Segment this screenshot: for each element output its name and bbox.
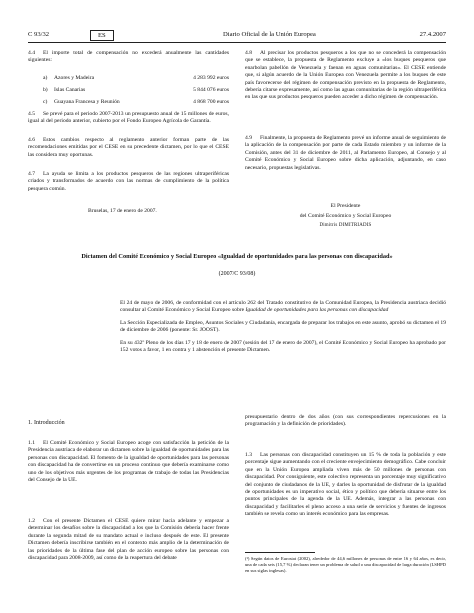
publication-date: 27.4.2007 <box>419 31 446 38</box>
opinion-reference: (2007/C 93/08) <box>218 271 256 278</box>
list-item: c) Guayana Francesa y Reunión 4 868 700 euros <box>43 99 229 105</box>
opinion-title: Dictamen del Comité Económico y Social Europeo «Igualdad de oportunidades para las personas con discapacidad» <box>81 253 393 260</box>
header-rule <box>28 42 446 43</box>
paragraph-4-5: 4.5 Se prevé para el periodo 2007-2013 un presupuesto anual de 15 millones de euros, igual al del periodo anterior, cubierto por el Fondo Europeo Agrícola de Garantía. <box>28 111 229 125</box>
paragraph-4-8: 4.8 Al precisar los productos pesqueros a los que no se concederá la compensación que se establece, la propuesta de Reglamento excluye a «los buques pesqueros que enarbolan pabellón de Venezuela y faenan en aguas comunitarias». El CESE entiende que, si algún acuerdo de la Unión Europea con Venezuela permite a los buques de este país favorecerse del régimen de compensación previsto en la propuesta de Reglamento, debería citarse expresamente, así como las aguas comunitarias de la región ultraperiférica en las que sus productos pesqueros pueden acceder a dicho régimen de compensación. <box>245 50 446 101</box>
place-date: Bruselas, 17 de enero de 2007. <box>88 208 157 214</box>
signature-block <box>245 203 446 229</box>
intro-paragraph-3: En su 432º Pleno de los días 17 y 18 de enero de 2007 (sesión del 17 de enero de 2007), el Comité Económico y Social Europeo ha aprobado por 152 votos a favor, 1 en contra y 1 abstención el presente Dictamen. <box>120 339 446 353</box>
paragraph-4-7: 4.7 La ayuda se limita a los productos pesqueros de las regiones ultraperiféricas criados y transformados de acuerdo con las normas de cumplimiento de la política pesquera común. <box>28 171 229 192</box>
journal-title: Diario Oficial de la Unión Europea <box>223 31 316 38</box>
footnote: (¹) Según datos de Eurostat (2002), alrededor de 44,6 millones de personas de entre 16 y 64 años, es decir, una de cada seis (15,7 %) declaran tener un problema de salud o una discapacidad de larga duración (LSHPD en sus siglas inglesas). <box>245 556 446 573</box>
signature-name: Dimitris DIMITRIADIS <box>319 222 372 228</box>
paragraph-4-9: 4.9 Finalmente, la propuesta de Reglamento prevé un informe anual de seguimiento de la aplicación de la compensación por parte de cada Estado miembro y un informe de la Comisión, antes del 31 de diciembre de 2011, al Parlamento Europeo, al Consejo y al Comité Económico y Social Europeo sobre dicha aplicación, adjuntando, en caso necesario, propuestas legislativas. <box>245 135 446 171</box>
page-number: C 93/32 <box>28 31 50 38</box>
intro-paragraph-1: El 24 de mayo de 2006, de conformidad con el artículo 262 del Tratado constitutivo de la Comunidad Europea, la Presidencia austriaca decidió consultar al Comité Económico y Social Europeo sobre Igualdad de oportunidades para las personas con discapacidad <box>120 300 446 314</box>
signature-organization: del Comité Económico y Social Europeo <box>299 213 392 220</box>
opinion-intro <box>120 300 446 354</box>
paragraph-1-3: 1.3 Las personas con discapacidad constituyen un 15 % de toda la población y este porcentaje sigue aumentando con el creciente envejecimiento demográfico. Cabe concluir que en la Unión Europea ampliada viven más de 50 millones de personas con discapacidad. Por consiguiente, este colectivo representa un porcentaje muy significativo del conjunto de ciudadanos de la UE, y darles la oportunidad de disfrutar de la igualdad de oportunidades es un imperativo social, ético y político que debería situarse entre los puntos principales de la agenda de la UE. Además, integrar a las personas con discapacidad y facilitarles el pleno acceso a una serie de servicios y fuentes de ingresos también se revela como un interés económico para las empresas. <box>245 452 446 517</box>
continued-paragraph: presupuestario dentro de dos años (con sus correspondientes repercusiones en la programación y la definición de prioridades). <box>245 414 446 428</box>
section-heading: 1. Introducción <box>28 420 65 426</box>
paragraph-4-4: 4.4 El importe total de compensación no excederá anualmente las cantidades siguientes: <box>28 50 229 64</box>
language-code: ES <box>90 30 114 41</box>
paragraph-4-6: 4.6 Estos cambios respecto al reglamento anterior forman parte de las recomendaciones emitidas por el CESE en su precedente dictamen, por lo que el CESE las considera muy oportunas. <box>28 137 229 158</box>
paragraph-1-2: 1.2 Con el presente Dictamen el CESE quiere mirar hacia adelante y empezar a determinar los desafíos sobre la discapacidad a los que la Comisión debería hacer frente durante la segunda mitad de su mandato actual e incluso después de este. El presente Dictamen debería inscribirse también en el contexto más amplio de la determinación de las prioridades de la última fase del plan de acción europeo sobre las personas con discapacidad para 2008-2009, así como de la reapertura del debate <box>28 518 229 561</box>
intro-paragraph-2: La Sección Especializada de Empleo, Asuntos Sociales y Ciudadanía, encargada de preparar los trabajos en este asunto, aprobó su dictamen el 19 de diciembre de 2006 (ponente: Sr. JOOST). <box>120 319 446 334</box>
section-1-left <box>28 420 229 561</box>
signature-role: El Presidente <box>330 203 361 209</box>
paragraph-1-1: 1.1 El Comité Económico y Social Europeo acoge con satisfacción la petición de la Presidencia austriaca de elaborar un dictamen sobre la igualdad de oportunidades para las personas con discapacidad. El fomento de la igualdad de oportunidades para las personas con discapacidad ha de convertirse en un proceso continuo que debería examinarse como uno de los objetivos más urgentes de los programas de trabajo de todas las Presidencias del Consejo de la UE. <box>28 440 229 483</box>
section-1-right <box>245 414 446 573</box>
list-item: a) Azores y Madeira 4 283 992 euros <box>43 75 229 81</box>
list-item: b) Islas Canarias 5 844 076 euros <box>43 87 229 93</box>
opinion-header <box>28 253 446 279</box>
footnote-rule <box>245 552 315 553</box>
